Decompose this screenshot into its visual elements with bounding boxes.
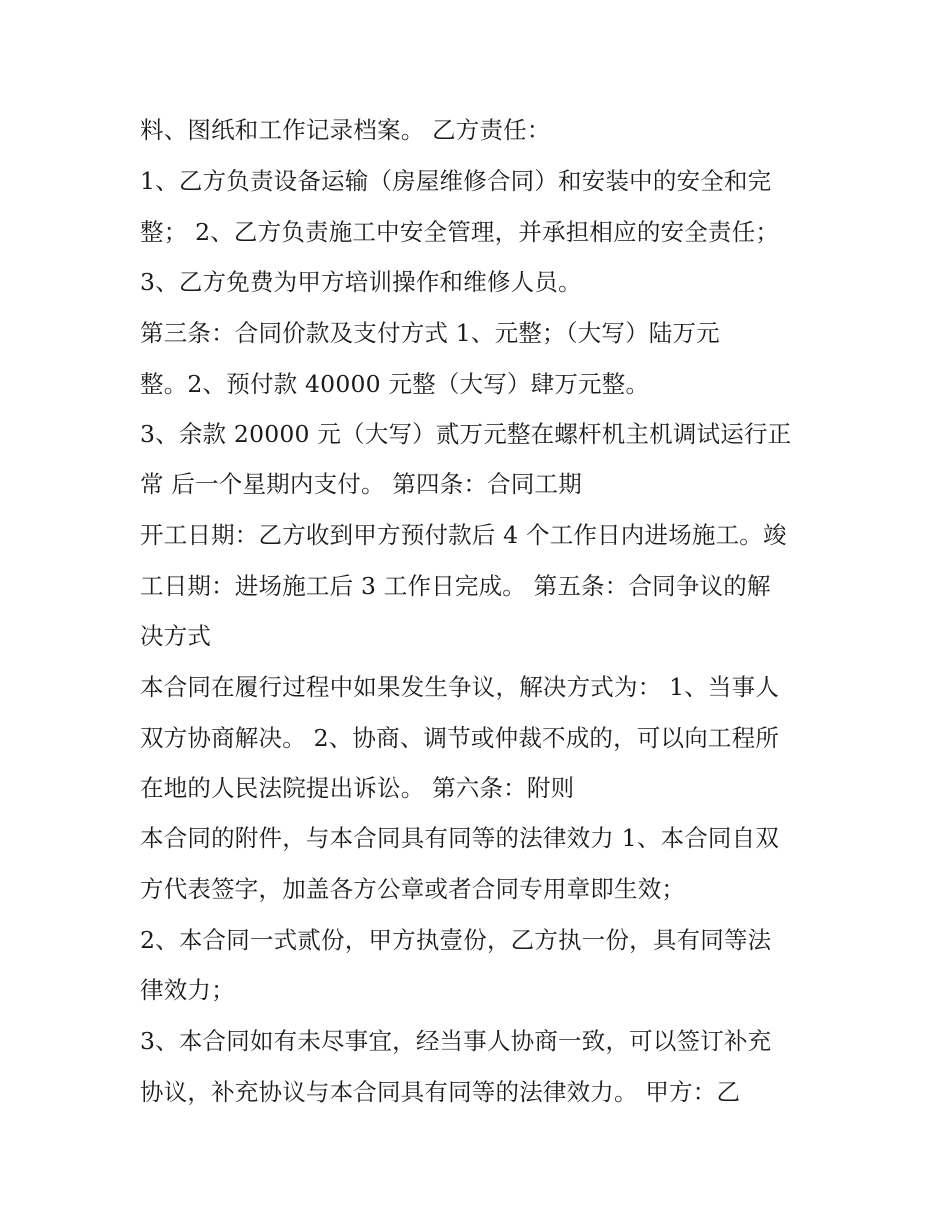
text-line: 工日期：进场施工后 3 工作日完成。 第五条：合同争议的解 <box>140 572 771 600</box>
text-line: 律效力； <box>140 976 235 1004</box>
text-line: 3、乙方免费为甲方培训操作和维修人员。 <box>140 268 582 296</box>
text-line: 2、本合同一式贰份，甲方执壹份，乙方执一份，具有同等法 <box>140 926 772 954</box>
text-line: 1、乙方负责设备运输（房屋维修合同）和安装中的安全和完 <box>140 167 772 195</box>
text-line: 第三条：合同价款及支付方式 1、元整；（大写）陆万元 <box>140 319 720 347</box>
text-line: 本合同的附件，与本合同具有同等的法律效力 1、本合同自双 <box>140 824 780 852</box>
text-line: 3、余款 20000 元（大写）贰万元整在螺杆机主机调试运行正 <box>140 420 792 448</box>
text-line: 开工日期：乙方收到甲方预付款后 4 个工作日内进场施工。竣 <box>140 521 787 549</box>
text-line: 料、图纸和工作记录档案。 乙方责任： <box>140 116 551 144</box>
text-line: 本合同在履行过程中如果发生争议，解决方式为： 1、当事人 <box>140 673 780 701</box>
text-line: 在地的人民法院提出诉讼。 第六条：附则 <box>140 774 575 802</box>
text-line: 方代表签字，加盖各方公章或者合同专用章即生效； <box>140 875 686 903</box>
text-line: 3、本合同如有未尽事宜，经当事人协商一致，可以签订补充 <box>140 1027 772 1055</box>
text-line: 双方协商解决。 2、协商、调节或仲裁不成的，可以向工程所 <box>140 724 780 752</box>
text-line: 整。2、预付款 40000 元整（大写）肆万元整。 <box>140 370 650 398</box>
text-line: 协议，补充协议与本合同具有同等的法律效力。 甲方：乙 <box>140 1078 741 1106</box>
text-line: 常 后一个星期内支付。 第四条：合同工期 <box>140 470 582 498</box>
text-line: 决方式 <box>140 622 212 650</box>
text-line: 整； 2、乙方负责施工中安全管理，并承担相应的安全责任； <box>140 218 780 246</box>
